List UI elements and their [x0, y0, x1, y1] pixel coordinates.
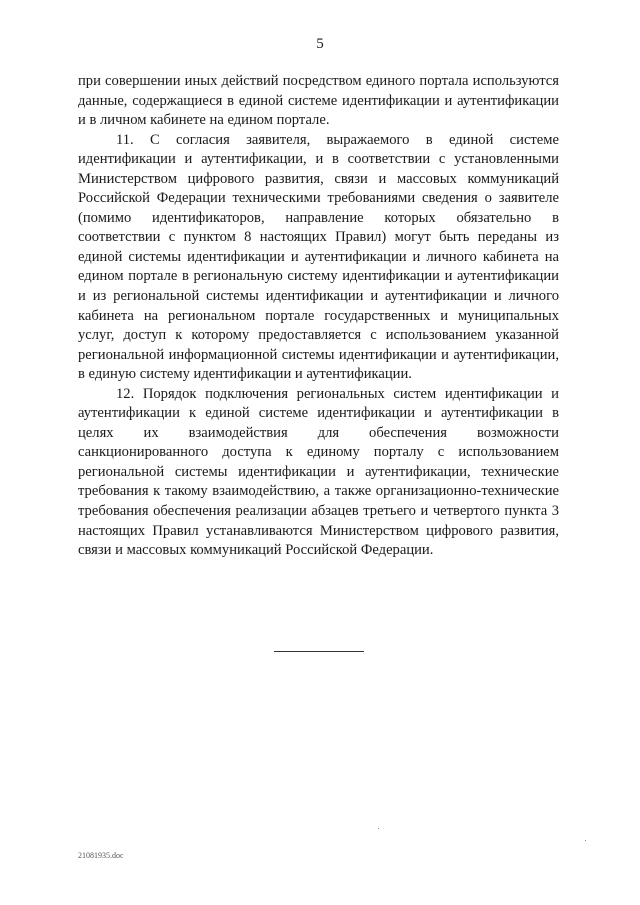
end-of-text-rule: [274, 651, 364, 652]
page-number: 5: [316, 36, 324, 52]
scan-speck: [378, 828, 379, 829]
document-body: [78, 72, 559, 561]
paragraph-item-11: 11. С согласия заявителя, выражаемого в единой системе идентификации и аутентификации, и в соответствии с установленными Министерством цифрового развития, связи и массовых коммуникаций Российской Федерации техническими требованиями сведения о заявителе (помимо идентификаторов, направление которых обязательно в соответствии с пунктом 8 настоящих Правил) могут быть переданы из единой системы идентификации и аутентификации и личного кабинета на едином портале в региональную систему идентификации и аутентификации и из региональной системы идентификации и аутентификации и личного кабинета на региональном портале государственных и муниципальных услуг, доступ к которому предоставляется с использованием указанной региональной информационной системы идентификации и аутентификации, в единую систему идентификации и аутентификации.: [78, 131, 559, 383]
paragraph-continuation: при совершении иных действий посредством единого портала используются данные, содержащиеся в единой системе идентификации и аутентификации и в личном кабинете на едином портале.: [78, 73, 559, 129]
document-file-code: 21081935.doc: [78, 851, 124, 860]
scan-speck: [585, 840, 586, 841]
paragraph-item-12: 12. Порядок подключения региональных систем идентификации и аутентификации к единой системе идентификации и аутентификации в целях их взаимодействия для обеспечения возможности санкционированного доступа к единому порталу с использованием региональной системы идентификации и аутентификации, технические требования к такому взаимодействию, а также организационно-технические требования обеспечения реализации абзацев третьего и четвертого пункта 3 настоящих Правил устанавливаются Министерством цифрового развития, связи и массовых коммуникаций Российской Федерации.: [78, 385, 559, 559]
